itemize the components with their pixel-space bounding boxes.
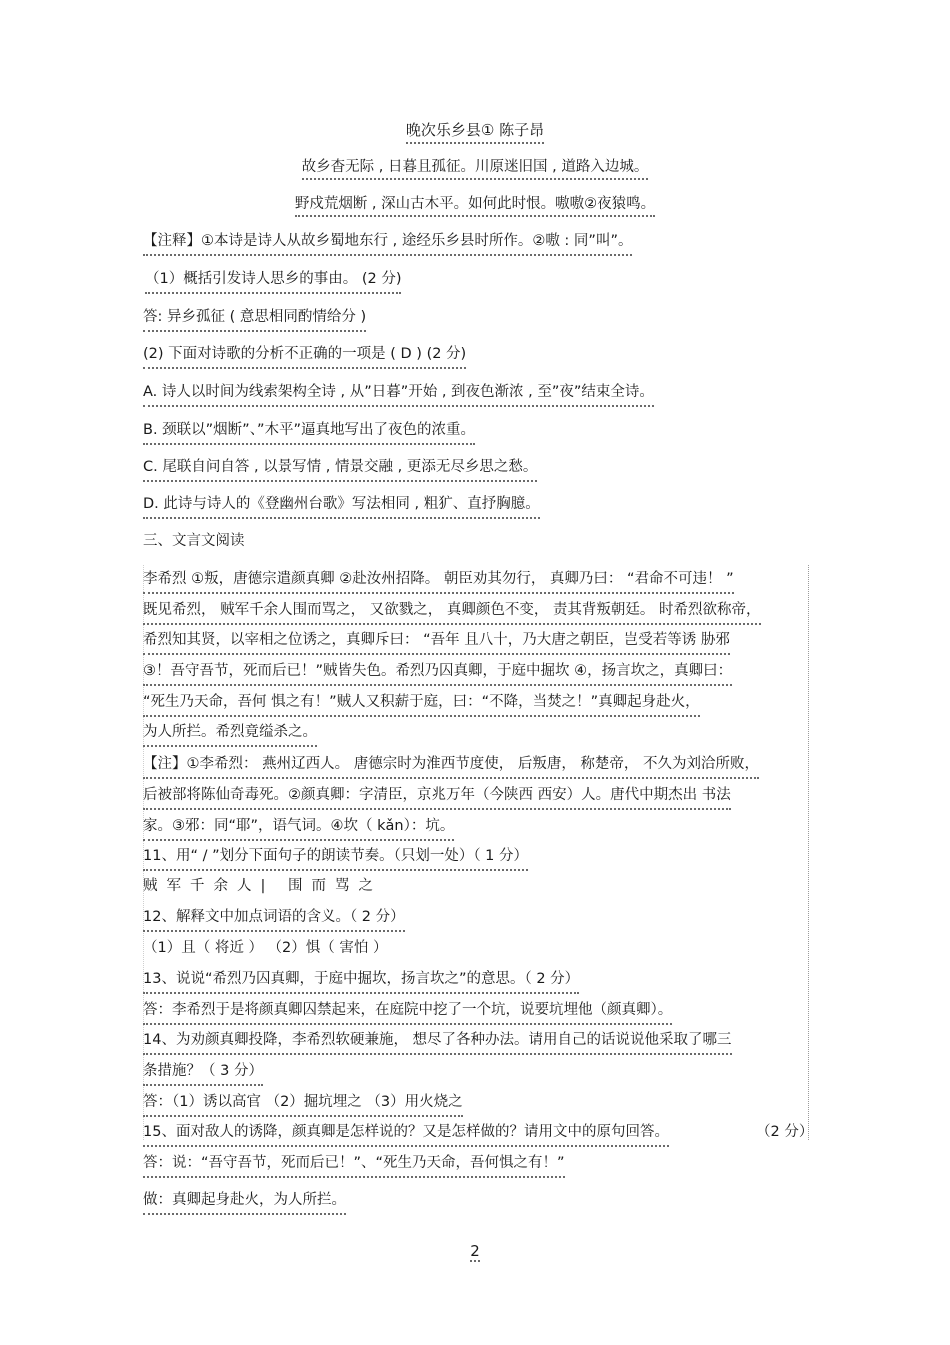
passage-note-2: 后被部将陈仙奇毒死。②颜真卿：字清臣，京兆万年（今陕西 西安）人。唐代中期杰出 书法 bbox=[143, 785, 731, 810]
answer-12: （1）且（ 将近 ） （2）惧（ 害怕 ） bbox=[143, 940, 388, 956]
poem-line-2: 野戍荒烟断 , 深山古木平。如何此时恨。嗷嗷②夜猿鸣。 bbox=[0, 194, 950, 217]
question-1: （1）概括引发诗人思乡的事由。 (2 分) bbox=[145, 269, 401, 294]
passage-line-4: ③！吾守吾节，死而后已！”贼皆失色。希烈乃囚真卿，于庭中掘坎 ④，扬言坎之，真卿曰： bbox=[143, 661, 732, 686]
page-number: 2 bbox=[470, 1242, 480, 1260]
passage-line-6: 为人所拦。希烈竟缢杀之。 bbox=[143, 722, 317, 747]
question-2: (2) 下面对诗歌的分析不正确的一项是 ( D ) (2 分) bbox=[143, 344, 466, 369]
passage-line-2: 既见希烈， 贼军千余人围而骂之， 又欲戮之， 真卿颜色不变， 责其背叛朝廷。 时希烈欲称帝， bbox=[143, 600, 761, 625]
question-12: 12、解释文中加点词语的含义。（ 2 分） bbox=[143, 907, 405, 932]
answer-13: 答：李希烈于是将颜真卿囚禁起来，在庭院中挖了一个坑，说要坑埋他（颜真卿）。 bbox=[143, 1000, 672, 1025]
passage-note-3: 家。③邪：同“耶”，语气词。④坎（ kǎn）：坑。 bbox=[143, 816, 454, 841]
question-11: 11、用“ / ”划分下面句子的朗读节奏。（只划一处）（ 1 分） bbox=[143, 846, 528, 871]
option-d: D. 此诗与诗人的《登幽州台歌》写法相同 , 粗犷、直抒胸臆。 bbox=[143, 494, 540, 519]
question-15: 15、面对敌人的诱降，颜真卿是怎样说的？又是怎样做的？请用文中的原句回答。 bbox=[143, 1122, 669, 1147]
question-14-line-2: 条措施？（ 3 分） bbox=[143, 1061, 263, 1086]
passage-line-1: 李希烈 ①叛，唐德宗遣颜真卿 ②赴汝州招降。 朝臣劝其勿行， 真卿乃曰： “君命不可违！ ” bbox=[143, 569, 734, 594]
poem-note: 【注释】①本诗是诗人从故乡蜀地东行 , 途经乐乡县时所作。②嗷 : 同”叫”。 bbox=[143, 231, 632, 256]
question-14-line-1: 14、为劝颜真卿投降，李希烈软硬兼施， 想尽了各种办法。请用自己的话说说他采取了哪三 bbox=[143, 1030, 732, 1055]
option-b: B. 颈联以”烟断”、”木平”逼真地写出了夜色的浓重。 bbox=[143, 420, 475, 445]
poem-line-1: 故乡杳无际 , 日暮且孤征。川原迷旧国 , 道路入边城。 bbox=[0, 157, 950, 180]
answer-11: 贼军千余人| 围而骂之 bbox=[143, 878, 382, 894]
passage-line-5: “死生乃天命，吾何 惧之有！”贼人又积薪于庭，曰：“不降，当焚之！”真卿起身赴火， bbox=[143, 692, 700, 717]
question-15-points: （2 分） bbox=[756, 1124, 814, 1140]
answer-1: 答: 异乡孤征 ( 意思相同酌情给分 ) bbox=[143, 307, 366, 332]
question-13: 13、说说“希烈乃囚真卿，于庭中掘坎，扬言坎之”的意思。（ 2 分） bbox=[143, 969, 579, 994]
poem-title: 晚次乐乡县① 陈子昂 bbox=[0, 120, 950, 143]
passage-line-3: 希烈知其贤，以宰相之位诱之，真卿斥曰： “吾年 且八十，乃大唐之朝臣，岂受若等诱 胁邪 bbox=[143, 630, 730, 655]
answer-15-say: 答：说：“吾守吾节，死而后已！”、“死生乃天命，吾何惧之有！” bbox=[143, 1153, 565, 1178]
option-a: A. 诗人以时间为线索架构全诗 , 从”日暮”开始 , 到夜色渐浓 , 至”夜”结束全诗。 bbox=[143, 382, 654, 407]
section-heading: 三、文言文阅读 bbox=[143, 533, 245, 549]
option-c: C. 尾联自问自答 , 以景写情 , 情景交融 , 更添无尽乡思之愁。 bbox=[143, 457, 537, 482]
answer-14: 答：（1）诱以高官 （2）掘坑埋之 （3）用火烧之 bbox=[143, 1092, 463, 1117]
answer-15-do: 做：真卿起身赴火，为人所拦。 bbox=[143, 1190, 346, 1215]
passage-note-1: 【注】①李希烈： 燕州辽西人。 唐德宗时为淮西节度使， 后叛唐， 称楚帝， 不久为刘洽所败， bbox=[143, 754, 759, 779]
